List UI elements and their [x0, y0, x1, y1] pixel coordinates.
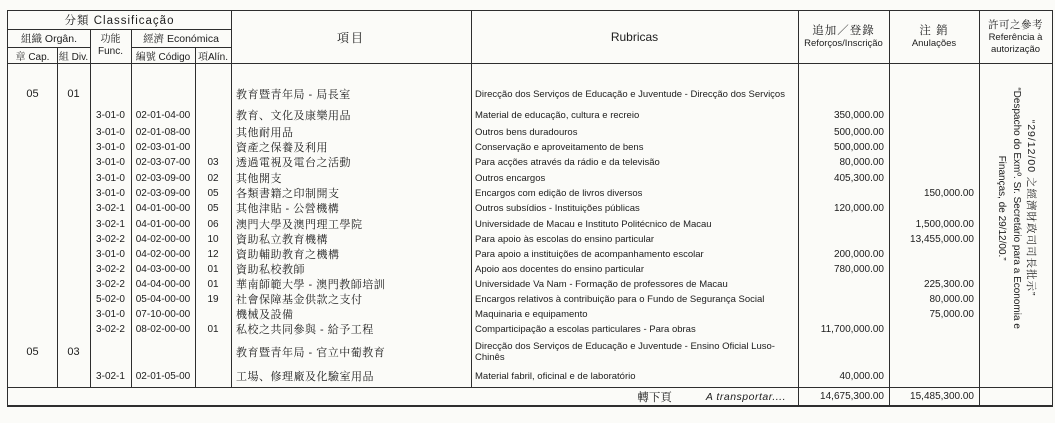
- cell-item: 教育暨青年局 - 官立中葡教育: [236, 347, 386, 359]
- cell-reinforcement: 11,700,000.00: [820, 323, 884, 335]
- cell-rubrica: Outros subsídios - Instituições públicas: [475, 202, 640, 214]
- cell-division: [57, 124, 90, 140]
- cell-item: 澳門大學及澳門理工學院: [236, 219, 363, 231]
- cell-item: 資助輔助教育之機構: [236, 249, 340, 261]
- cell-annulment: [889, 86, 979, 102]
- cell-chapter: [8, 170, 57, 186]
- cell-alinea: 01: [207, 263, 219, 275]
- cell-chapter: [8, 231, 57, 247]
- table-row: [8, 154, 979, 170]
- cell-function: 3-01-0: [96, 248, 125, 260]
- cell-code: 05-04-00-00: [135, 293, 191, 305]
- header-code: 編號 Código: [135, 51, 191, 63]
- total-annulments: 15,485,300.00: [910, 391, 974, 402]
- cell-function: 3-02-1: [96, 202, 125, 214]
- cell-division: [57, 291, 90, 307]
- cell-annulment: 80,000.00: [929, 293, 974, 305]
- cell-code: 02-01-05-00: [135, 370, 191, 382]
- cell-division: [57, 139, 90, 155]
- cell-chapter: [8, 139, 57, 155]
- cell-division: [57, 246, 90, 262]
- cell-alinea: 02: [207, 172, 219, 184]
- cell-code: 04-02-00-00: [135, 248, 191, 260]
- budget-table: [7, 10, 1053, 407]
- cell-rubrica: Material de educação, cultura e recreio: [475, 109, 640, 121]
- cell-item: 資助私立教育機構: [236, 234, 328, 246]
- cell-chapter: [8, 185, 57, 201]
- header-authorization-pt1: Referência à: [988, 31, 1043, 43]
- authorization-note: [979, 63, 1052, 353]
- cell-item: 教育、文化及康樂用品: [236, 110, 351, 122]
- cell-chapter: 05: [26, 346, 39, 358]
- cell-code: 07-10-00-00: [135, 308, 191, 320]
- cell-chapter: [8, 107, 57, 123]
- cell-alinea: 05: [207, 202, 219, 214]
- cell-annulment: 75,000.00: [929, 308, 974, 320]
- cell-division: 01: [67, 88, 80, 100]
- cell-annulment: [889, 368, 979, 384]
- cell-alinea: 12: [207, 248, 219, 260]
- cell-chapter: [8, 154, 57, 170]
- cell-reinforcement: 200,000.00: [833, 248, 884, 260]
- cell-rubrica: Encargos com edição de livros diversos: [475, 187, 643, 199]
- cell-annulment: [889, 154, 979, 170]
- cell-function: 3-01-0: [96, 141, 125, 153]
- total-reinforcements: 14,675,300.00: [820, 391, 884, 402]
- cell-item: 透過電視及電台之活動: [236, 157, 351, 169]
- cell-division: [57, 321, 90, 337]
- cell-annulment: 225,300.00: [923, 278, 974, 290]
- cell-alinea: 03: [207, 156, 219, 168]
- cell-function: 3-01-0: [96, 187, 125, 199]
- cell-rubrica: Outros bens duradouros: [475, 126, 578, 138]
- carry-forward-label: [8, 389, 798, 405]
- cell-code: 02-03-01-00: [135, 141, 191, 153]
- cell-rubrica: Conservação e aproveitamento de bens: [475, 141, 644, 153]
- cell-rubrica: Para apoio às escolas do ensino particular: [475, 233, 655, 245]
- cell-division: [57, 154, 90, 170]
- cell-code: 02-03-09-00: [135, 187, 191, 199]
- cell-item: 其他津貼 - 公營機構: [236, 203, 340, 215]
- cell-rubrica: Maquinaria e equipamento: [475, 308, 588, 320]
- table-row: [8, 341, 979, 363]
- cell-annulment: [889, 344, 979, 360]
- cell-chapter: [8, 291, 57, 307]
- table-row: [8, 321, 979, 337]
- cell-alinea: 10: [207, 233, 219, 245]
- cell-function: 3-02-1: [96, 218, 125, 230]
- cell-alinea: [195, 306, 231, 322]
- cell-annulment: [889, 107, 979, 123]
- cell-reinforcement: 350,000.00: [833, 109, 884, 121]
- cell-alinea: [195, 124, 231, 140]
- cell-function: 3-01-0: [96, 308, 125, 320]
- table-row: [8, 306, 979, 322]
- cell-code: 04-02-00-00: [135, 233, 191, 245]
- header-alinea: 項Alín.: [197, 51, 228, 63]
- cell-chapter: [8, 261, 57, 277]
- cell-function: 3-02-2: [96, 278, 125, 290]
- cell-code: 04-04-00-00: [135, 278, 191, 290]
- cell-rubrica: Para apoio a instituições de acompanhamento escolar: [475, 248, 704, 260]
- table-row: [8, 291, 979, 307]
- table-row: [8, 170, 979, 186]
- header-function-pt: Func.: [97, 46, 123, 57]
- cell-alinea: 05: [207, 187, 219, 199]
- cell-item: 各類書籍之印制開支: [236, 188, 340, 200]
- cell-annulment: 1,500,000.00: [915, 218, 974, 230]
- cell-function: 5-02-0: [96, 293, 125, 305]
- authorization-note-pt: “Despacho do Exmº. Sr. Secretário para a Economia e Finanças, de 29/12/00.”: [995, 87, 1022, 329]
- cell-chapter: [8, 124, 57, 140]
- cell-function: 3-01-0: [96, 126, 125, 138]
- cell-code: [131, 86, 195, 102]
- cell-function: 3-01-0: [96, 156, 125, 168]
- cell-annulment: [889, 200, 979, 216]
- cell-reinforcement: 120,000.00: [833, 202, 884, 214]
- header-item: 項目: [336, 30, 365, 45]
- cell-function: [90, 344, 131, 360]
- cell-reinforcement: [798, 276, 889, 292]
- cell-code: 02-01-08-00: [135, 126, 191, 138]
- table-row: [8, 107, 979, 123]
- header-function: [90, 29, 131, 63]
- cell-rubrica: Direcção dos Serviços de Educação e Juventude - Ensino Oficial Luso-Chinês: [475, 341, 775, 363]
- cell-rubrica: Apoio aos docentes do ensino particular: [475, 263, 645, 275]
- cell-alinea: 06: [207, 218, 219, 230]
- cell-code: 04-01-00-00: [135, 202, 191, 214]
- cell-code: 04-03-00-00: [135, 263, 191, 275]
- cell-alinea: 01: [207, 278, 219, 290]
- table-row: [8, 216, 979, 232]
- cell-chapter: [8, 368, 57, 384]
- cell-reinforcement: [798, 216, 889, 232]
- cell-alinea: [195, 107, 231, 123]
- header-organ: 組織 Orgân.: [20, 32, 78, 45]
- cell-division: [57, 185, 90, 201]
- cell-rubrica: Material fabril, oficinal e de laboratório: [475, 370, 636, 382]
- cell-rubrica: Direcção dos Serviços de Educação e Juventude - Direcção dos Serviços: [475, 88, 785, 100]
- cell-annulment: [889, 170, 979, 186]
- header-authorization-zh: 許可之參考: [988, 18, 1043, 31]
- header-function-zh: 功能: [100, 33, 121, 45]
- cell-chapter: [8, 200, 57, 216]
- cell-division: [57, 216, 90, 232]
- header-annulments-pt: Anulações: [911, 38, 957, 50]
- cell-item: 機械及設備: [236, 309, 294, 321]
- cell-division: 03: [67, 346, 80, 358]
- cell-division: [57, 200, 90, 216]
- carry-forward-row: [8, 388, 1052, 405]
- table-row: [8, 246, 979, 262]
- cell-function: [90, 86, 131, 102]
- cell-annulment: [889, 246, 979, 262]
- carry-forward-label-pt: A transportar....: [705, 390, 786, 403]
- carry-forward-label-zh: 轉下頁: [637, 391, 672, 404]
- authorization-note-zh: “29/12/00 之經濟財政司司長批示”: [1024, 119, 1037, 297]
- cell-alinea: [195, 344, 231, 360]
- cell-rubrica: Universidade Va Nam - Formação de professores de Macau: [475, 278, 728, 290]
- cell-alinea: 01: [207, 323, 219, 335]
- authorization-note-text: [993, 74, 1037, 342]
- header-annulments-zh: 注 銷: [919, 24, 949, 37]
- cell-division: [57, 231, 90, 247]
- cell-chapter: [8, 306, 57, 322]
- cell-division: [57, 261, 90, 277]
- table-row: [8, 200, 979, 216]
- cell-division: [57, 107, 90, 123]
- cell-code: 02-01-04-00: [135, 109, 191, 121]
- cell-item: 私校之共同參與 - 給予工程: [236, 324, 374, 336]
- cell-reinforcement: [798, 86, 889, 102]
- header-chapter: 章 Cap.: [15, 51, 50, 63]
- header-division: 組 Div.: [58, 51, 89, 63]
- header-reinforcements-pt: Reforços/Inscrição: [804, 38, 883, 50]
- cell-item: 其他開支: [236, 173, 282, 185]
- cell-annulment: [889, 261, 979, 277]
- header-authorization-pt2: autorização: [990, 43, 1041, 55]
- cell-reinforcement: 500,000.00: [833, 141, 884, 153]
- table-row: [8, 86, 979, 102]
- cell-item: 華南師範大學 - 澳門教師培訓: [236, 279, 386, 291]
- table-row: [8, 276, 979, 292]
- cell-rubrica: Universidade de Macau e Instituto Politécnico de Macau: [475, 218, 712, 230]
- cell-function: 3-02-2: [96, 233, 125, 245]
- cell-rubrica: Comparticipação a escolas particulares - Para obras: [475, 323, 696, 335]
- table-row: [8, 368, 979, 384]
- header-authorization: [979, 11, 1052, 63]
- cell-reinforcement: 780,000.00: [833, 263, 884, 275]
- table-row: [8, 139, 979, 155]
- header-bottom-line: [8, 63, 1052, 64]
- cell-reinforcement: 40,000.00: [839, 370, 884, 382]
- cell-item: 教育暨青年局 - 局長室: [236, 89, 351, 101]
- cell-function: 3-02-2: [96, 263, 125, 275]
- cell-item: 工場、修理廠及化驗室用品: [236, 371, 374, 383]
- cell-rubrica: Outros encargos: [475, 172, 546, 184]
- header-classification: 分類 Classificação: [64, 15, 175, 27]
- cell-reinforcement: [798, 291, 889, 307]
- cell-alinea: [195, 86, 231, 102]
- cell-reinforcement: [798, 344, 889, 360]
- cell-reinforcement: 80,000.00: [839, 156, 884, 168]
- cell-reinforcement: [798, 231, 889, 247]
- cell-division: [57, 170, 90, 186]
- header-rubricas: Rubricas: [610, 30, 659, 44]
- cell-rubrica: Encargos relativos à contribuição para o Fundo de Segurança Social: [475, 293, 765, 305]
- table-row: [8, 231, 979, 247]
- cell-code: [131, 344, 195, 360]
- cell-annulment: [889, 139, 979, 155]
- table-row: [8, 124, 979, 140]
- cell-reinforcement: 500,000.00: [833, 126, 884, 138]
- cell-item: 資產之保養及利用: [236, 142, 328, 154]
- cell-reinforcement: [798, 306, 889, 322]
- cell-function: 3-02-1: [96, 370, 125, 382]
- cell-function: 3-01-0: [96, 172, 125, 184]
- header-annulments: [889, 11, 979, 63]
- cell-item: 社會保障基金供款之支付: [236, 294, 363, 306]
- cell-chapter: [8, 216, 57, 232]
- cell-rubrica: Para acções através da rádio e da televisão: [475, 156, 660, 168]
- cell-function: 3-01-0: [96, 109, 125, 121]
- cell-reinforcement: 405,300.00: [833, 172, 884, 184]
- cell-chapter: 05: [26, 88, 39, 100]
- cell-code: 04-01-00-00: [135, 218, 191, 230]
- cell-item: 資助私校教師: [236, 264, 305, 276]
- cell-annulment: 13,455,000.00: [910, 233, 974, 245]
- header-reinforcements: [798, 11, 889, 63]
- cell-division: [57, 306, 90, 322]
- cell-alinea: 19: [207, 293, 219, 305]
- cell-division: [57, 368, 90, 384]
- header-economic: 經濟 Económica: [143, 32, 219, 45]
- cell-chapter: [8, 246, 57, 262]
- cell-chapter: [8, 276, 57, 292]
- cell-item: 其他耐用品: [236, 127, 294, 139]
- cell-annulment: [889, 124, 979, 140]
- cell-code: 08-02-00-00: [135, 323, 191, 335]
- table-row: [8, 185, 979, 201]
- cell-reinforcement: [798, 185, 889, 201]
- cell-chapter: [8, 321, 57, 337]
- cell-code: 02-03-09-00: [135, 172, 191, 184]
- header-reinforcements-zh: 追加／登錄: [812, 24, 875, 37]
- table-row: [8, 261, 979, 277]
- cell-code: 02-03-07-00: [135, 156, 191, 168]
- cell-alinea: [195, 368, 231, 384]
- cell-annulment: [889, 321, 979, 337]
- cell-annulment: 150,000.00: [923, 187, 974, 199]
- cell-function: 3-02-2: [96, 323, 125, 335]
- cell-division: [57, 276, 90, 292]
- cell-alinea: [195, 139, 231, 155]
